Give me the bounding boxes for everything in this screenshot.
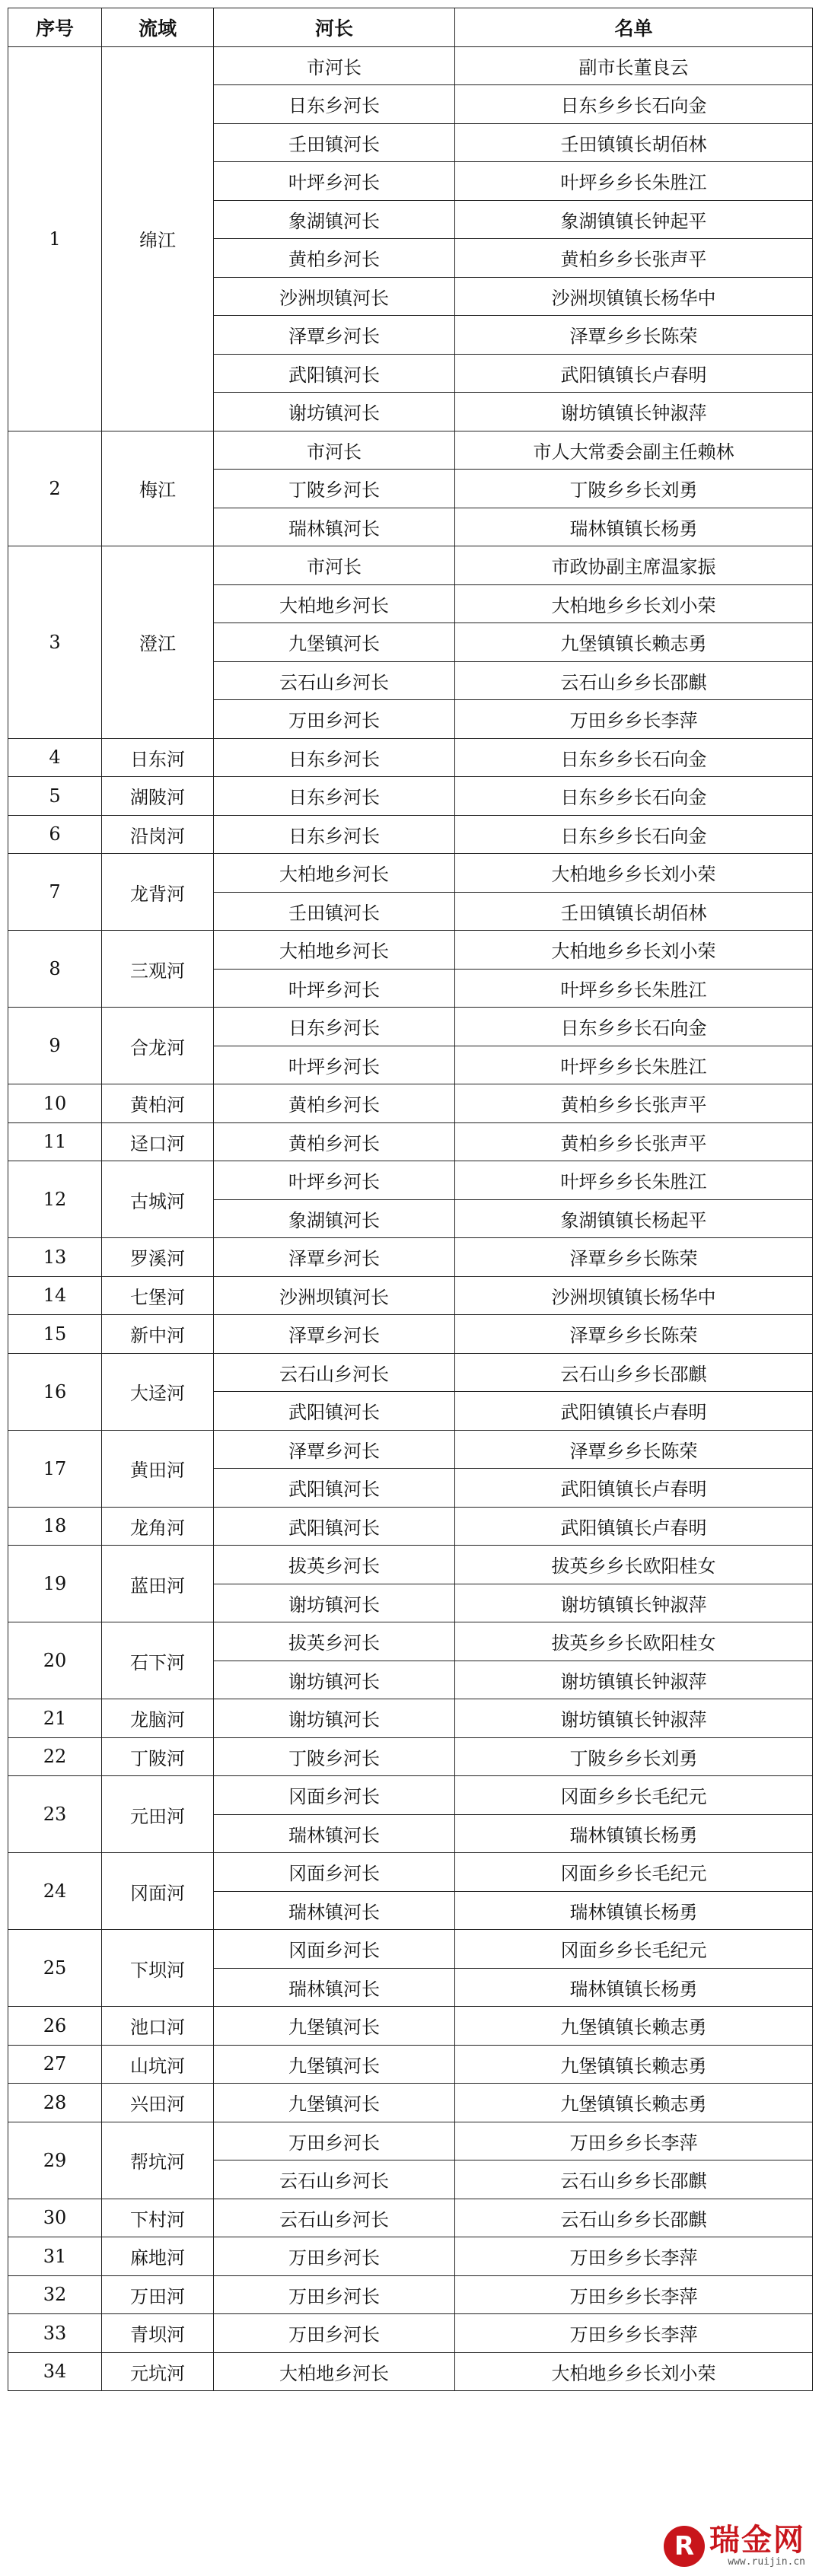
table-row xyxy=(8,738,813,777)
header-river-chief: 河长 xyxy=(214,8,455,47)
name-list-cell: 日东乡乡长石向金 xyxy=(455,815,813,854)
river-chief-cell: 日东乡河长 xyxy=(214,777,455,816)
name-list-cell: 沙洲坝镇镇长杨华中 xyxy=(455,277,813,316)
name-list-cell: 大柏地乡乡长刘小荣 xyxy=(455,931,813,970)
river-chief-cell: 大柏地乡河长 xyxy=(214,854,455,893)
river-basin-cell: 罗溪河 xyxy=(102,1238,214,1277)
river-chief-cell: 瑞林镇河长 xyxy=(214,1968,455,2007)
river-chief-table xyxy=(8,8,813,2391)
name-list-cell: 万田乡乡长李萍 xyxy=(455,2314,813,2353)
name-list-cell: 冈面乡乡长毛纪元 xyxy=(455,1776,813,1815)
serial-no-cell: 7 xyxy=(8,854,102,931)
table-row xyxy=(8,2275,813,2314)
river-chief-cell: 泽覃乡河长 xyxy=(214,316,455,355)
table-row xyxy=(8,546,813,585)
river-chief-cell: 云石山乡河长 xyxy=(214,2160,455,2199)
name-list-cell: 瑞林镇镇长杨勇 xyxy=(455,1968,813,2007)
river-basin-cell: 元坑河 xyxy=(102,2352,214,2391)
name-list-cell: 大柏地乡乡长刘小荣 xyxy=(455,2352,813,2391)
river-chief-cell: 黄柏乡河长 xyxy=(214,1084,455,1123)
name-list-cell: 冈面乡乡长毛纪元 xyxy=(455,1853,813,1892)
name-list-cell: 拔英乡乡长欧阳桂女 xyxy=(455,1622,813,1661)
table-row xyxy=(8,1622,813,1661)
river-basin-cell: 蓝田河 xyxy=(102,1546,214,1622)
name-list-cell: 日东乡乡长石向金 xyxy=(455,777,813,816)
river-chief-cell: 九堡镇河长 xyxy=(214,2045,455,2084)
logo-url: www.ruijin.cn xyxy=(728,2556,805,2568)
name-list-cell: 云石山乡乡长邵麒 xyxy=(455,2199,813,2237)
serial-no-cell: 15 xyxy=(8,1315,102,1354)
watermark-logo xyxy=(659,2522,811,2568)
serial-no-cell: 12 xyxy=(8,1161,102,1238)
river-chief-cell: 象湖镇河长 xyxy=(214,1199,455,1238)
serial-no-cell: 32 xyxy=(8,2275,102,2314)
name-list-cell: 万田乡乡长李萍 xyxy=(455,2275,813,2314)
name-list-cell: 谢坊镇镇长钟淑萍 xyxy=(455,393,813,431)
serial-no-cell: 19 xyxy=(8,1546,102,1622)
serial-no-cell: 21 xyxy=(8,1699,102,1738)
river-chief-cell: 武阳镇河长 xyxy=(214,1469,455,1508)
table-row xyxy=(8,1430,813,1469)
river-chief-cell: 云石山乡河长 xyxy=(214,1353,455,1392)
name-list-cell: 谢坊镇镇长钟淑萍 xyxy=(455,1699,813,1738)
river-basin-cell: 龙脑河 xyxy=(102,1699,214,1738)
table-row xyxy=(8,777,813,816)
table-row xyxy=(8,1776,813,1815)
name-list-cell: 日东乡乡长石向金 xyxy=(455,1008,813,1046)
river-basin-cell: 石下河 xyxy=(102,1622,214,1699)
table-row xyxy=(8,1507,813,1546)
name-list-cell: 叶坪乡乡长朱胜江 xyxy=(455,162,813,201)
name-list-cell: 日东乡乡长石向金 xyxy=(455,85,813,124)
river-chief-cell: 叶坪乡河长 xyxy=(214,1161,455,1200)
table-row xyxy=(8,1161,813,1200)
river-chief-cell: 万田乡河长 xyxy=(214,2275,455,2314)
name-list-cell: 象湖镇镇长钟起平 xyxy=(455,200,813,239)
table-row xyxy=(8,2084,813,2122)
serial-no-cell: 9 xyxy=(8,1008,102,1084)
serial-no-cell: 34 xyxy=(8,2352,102,2391)
name-list-cell: 壬田镇镇长胡佰林 xyxy=(455,892,813,931)
name-list-cell: 沙洲坝镇镇长杨华中 xyxy=(455,1276,813,1315)
serial-no-cell: 20 xyxy=(8,1622,102,1699)
table-row xyxy=(8,2314,813,2353)
table-row xyxy=(8,815,813,854)
name-list-cell: 九堡镇镇长赖志勇 xyxy=(455,623,813,662)
river-chief-cell: 市河长 xyxy=(214,46,455,85)
logo-text xyxy=(709,2525,805,2567)
river-basin-cell: 新中河 xyxy=(102,1315,214,1354)
table-row xyxy=(8,2237,813,2276)
river-basin-cell: 龙背河 xyxy=(102,854,214,931)
river-basin-cell: 梅江 xyxy=(102,431,214,546)
river-chief-cell: 冈面乡河长 xyxy=(214,1776,455,1815)
river-chief-cell: 云石山乡河长 xyxy=(214,661,455,700)
river-chief-cell: 泽覃乡河长 xyxy=(214,1430,455,1469)
name-list-cell: 丁陂乡乡长刘勇 xyxy=(455,470,813,508)
river-basin-cell: 澄江 xyxy=(102,546,214,739)
table-row xyxy=(8,1276,813,1315)
river-chief-cell: 九堡镇河长 xyxy=(214,2084,455,2122)
river-chief-cell: 丁陂乡河长 xyxy=(214,1737,455,1776)
serial-no-cell: 10 xyxy=(8,1084,102,1123)
name-list-cell: 副市长董良云 xyxy=(455,46,813,85)
river-chief-cell: 泽覃乡河长 xyxy=(214,1238,455,1277)
river-basin-cell: 元田河 xyxy=(102,1776,214,1853)
name-list-cell: 云石山乡乡长邵麒 xyxy=(455,1353,813,1392)
serial-no-cell: 23 xyxy=(8,1776,102,1853)
river-chief-cell: 谢坊镇河长 xyxy=(214,1699,455,1738)
name-list-cell: 市政协副主席温家振 xyxy=(455,546,813,585)
name-list-cell: 万田乡乡长李萍 xyxy=(455,2237,813,2276)
river-chief-cell: 日东乡河长 xyxy=(214,85,455,124)
name-list-cell: 泽覃乡乡长陈荣 xyxy=(455,1238,813,1277)
serial-no-cell: 4 xyxy=(8,738,102,777)
river-basin-cell: 三观河 xyxy=(102,931,214,1008)
river-chief-cell: 日东乡河长 xyxy=(214,738,455,777)
header-name-list: 名单 xyxy=(455,8,813,47)
serial-no-cell: 18 xyxy=(8,1507,102,1546)
river-basin-cell: 日东河 xyxy=(102,738,214,777)
name-list-cell: 泽覃乡乡长陈荣 xyxy=(455,316,813,355)
table-row xyxy=(8,931,813,970)
serial-no-cell: 16 xyxy=(8,1353,102,1430)
table-row xyxy=(8,2045,813,2084)
river-chief-cell: 拔英乡河长 xyxy=(214,1622,455,1661)
name-list-cell: 九堡镇镇长赖志勇 xyxy=(455,2045,813,2084)
river-chief-cell: 沙洲坝镇河长 xyxy=(214,277,455,316)
name-list-cell: 叶坪乡乡长朱胜江 xyxy=(455,1046,813,1084)
table-row xyxy=(8,1853,813,1892)
river-chief-cell: 谢坊镇河长 xyxy=(214,1584,455,1622)
river-chief-cell: 大柏地乡河长 xyxy=(214,931,455,970)
serial-no-cell: 24 xyxy=(8,1853,102,1930)
river-chief-cell: 沙洲坝镇河长 xyxy=(214,1276,455,1315)
river-basin-cell: 龙角河 xyxy=(102,1507,214,1546)
header-river-basin: 流域 xyxy=(102,8,214,47)
river-chief-cell: 瑞林镇河长 xyxy=(214,1891,455,1930)
river-chief-cell: 黄柏乡河长 xyxy=(214,1122,455,1161)
river-chief-cell: 谢坊镇河长 xyxy=(214,393,455,431)
river-basin-cell: 七堡河 xyxy=(102,1276,214,1315)
table-row xyxy=(8,2007,813,2046)
river-chief-cell: 大柏地乡河长 xyxy=(214,584,455,623)
river-basin-cell: 池口河 xyxy=(102,2007,214,2046)
table-row xyxy=(8,1699,813,1738)
river-chief-cell: 壬田镇河长 xyxy=(214,123,455,162)
river-chief-cell: 黄柏乡河长 xyxy=(214,239,455,278)
river-chief-cell: 市河长 xyxy=(214,546,455,585)
river-chief-cell: 大柏地乡河长 xyxy=(214,2352,455,2391)
serial-no-cell: 31 xyxy=(8,2237,102,2276)
river-chief-cell: 万田乡河长 xyxy=(214,700,455,739)
river-chief-cell: 谢坊镇河长 xyxy=(214,1661,455,1699)
river-chief-cell: 象湖镇河长 xyxy=(214,200,455,239)
serial-no-cell: 33 xyxy=(8,2314,102,2353)
name-list-cell: 泽覃乡乡长陈荣 xyxy=(455,1315,813,1354)
river-chief-cell: 九堡镇河长 xyxy=(214,2007,455,2046)
serial-no-cell: 25 xyxy=(8,1930,102,2007)
name-list-cell: 谢坊镇镇长钟淑萍 xyxy=(455,1584,813,1622)
river-basin-cell: 万田河 xyxy=(102,2275,214,2314)
river-chief-cell: 叶坪乡河长 xyxy=(214,162,455,201)
serial-no-cell: 27 xyxy=(8,2045,102,2084)
name-list-cell: 武阳镇镇长卢春明 xyxy=(455,1507,813,1546)
table-row xyxy=(8,1315,813,1354)
table-row xyxy=(8,2199,813,2237)
river-chief-cell: 万田乡河长 xyxy=(214,2122,455,2160)
logo-name: 瑞金网 xyxy=(709,2523,805,2558)
name-list-cell: 万田乡乡长李萍 xyxy=(455,2122,813,2160)
table-body xyxy=(8,46,813,2391)
serial-no-cell: 28 xyxy=(8,2084,102,2122)
river-chief-cell: 瑞林镇河长 xyxy=(214,508,455,546)
river-basin-cell: 下坝河 xyxy=(102,1930,214,2007)
name-list-cell: 黄柏乡乡长张声平 xyxy=(455,1084,813,1123)
river-chief-cell: 拔英乡河长 xyxy=(214,1546,455,1584)
river-chief-cell: 泽覃乡河长 xyxy=(214,1315,455,1354)
river-chief-cell: 武阳镇河长 xyxy=(214,1507,455,1546)
river-chief-cell: 云石山乡河长 xyxy=(214,2199,455,2237)
river-basin-cell: 大迳河 xyxy=(102,1353,214,1430)
name-list-cell: 大柏地乡乡长刘小荣 xyxy=(455,854,813,893)
table-row xyxy=(8,854,813,893)
table-row xyxy=(8,1353,813,1392)
name-list-cell: 拔英乡乡长欧阳桂女 xyxy=(455,1546,813,1584)
logo-mark-icon: R xyxy=(664,2526,705,2567)
serial-no-cell: 1 xyxy=(8,46,102,431)
serial-no-cell: 29 xyxy=(8,2122,102,2199)
name-list-cell: 冈面乡乡长毛纪元 xyxy=(455,1930,813,1969)
river-chief-cell: 武阳镇河长 xyxy=(214,1392,455,1431)
name-list-cell: 九堡镇镇长赖志勇 xyxy=(455,2007,813,2046)
serial-no-cell: 11 xyxy=(8,1122,102,1161)
name-list-cell: 谢坊镇镇长钟淑萍 xyxy=(455,1661,813,1699)
river-chief-cell: 日东乡河长 xyxy=(214,815,455,854)
table-row xyxy=(8,2352,813,2391)
table-row xyxy=(8,1084,813,1123)
river-chief-cell: 瑞林镇河长 xyxy=(214,1814,455,1853)
river-basin-cell: 黄田河 xyxy=(102,1430,214,1507)
name-list-cell: 瑞林镇镇长杨勇 xyxy=(455,1814,813,1853)
river-basin-cell: 山坑河 xyxy=(102,2045,214,2084)
river-chief-cell: 冈面乡河长 xyxy=(214,1930,455,1969)
name-list-cell: 九堡镇镇长赖志勇 xyxy=(455,2084,813,2122)
name-list-cell: 象湖镇镇长杨起平 xyxy=(455,1199,813,1238)
name-list-cell: 丁陂乡乡长刘勇 xyxy=(455,1737,813,1776)
river-chief-cell: 叶坪乡河长 xyxy=(214,969,455,1008)
river-chief-cell: 丁陂乡河长 xyxy=(214,470,455,508)
river-basin-cell: 麻地河 xyxy=(102,2237,214,2276)
river-chief-cell: 九堡镇河长 xyxy=(214,623,455,662)
name-list-cell: 瑞林镇镇长杨勇 xyxy=(455,508,813,546)
name-list-cell: 日东乡乡长石向金 xyxy=(455,738,813,777)
name-list-cell: 云石山乡乡长邵麒 xyxy=(455,661,813,700)
river-chief-cell: 冈面乡河长 xyxy=(214,1853,455,1892)
name-list-cell: 武阳镇镇长卢春明 xyxy=(455,1469,813,1508)
river-basin-cell: 合龙河 xyxy=(102,1008,214,1084)
serial-no-cell: 14 xyxy=(8,1276,102,1315)
serial-no-cell: 22 xyxy=(8,1737,102,1776)
river-chief-cell: 叶坪乡河长 xyxy=(214,1046,455,1084)
name-list-cell: 瑞林镇镇长杨勇 xyxy=(455,1891,813,1930)
serial-no-cell: 30 xyxy=(8,2199,102,2237)
header-serial-no: 序号 xyxy=(8,8,102,47)
river-chief-cell: 市河长 xyxy=(214,431,455,470)
name-list-cell: 壬田镇镇长胡佰林 xyxy=(455,123,813,162)
name-list-cell: 武阳镇镇长卢春明 xyxy=(455,354,813,393)
river-basin-cell: 丁陂河 xyxy=(102,1737,214,1776)
river-basin-cell: 冈面河 xyxy=(102,1853,214,1930)
table-row xyxy=(8,431,813,470)
table-row xyxy=(8,46,813,85)
river-basin-cell: 绵江 xyxy=(102,46,214,431)
river-chief-cell: 壬田镇河长 xyxy=(214,892,455,931)
table-row xyxy=(8,1546,813,1584)
serial-no-cell: 5 xyxy=(8,777,102,816)
name-list-cell: 泽覃乡乡长陈荣 xyxy=(455,1430,813,1469)
serial-no-cell: 3 xyxy=(8,546,102,739)
serial-no-cell: 26 xyxy=(8,2007,102,2046)
river-basin-cell: 帮坑河 xyxy=(102,2122,214,2199)
serial-no-cell: 2 xyxy=(8,431,102,546)
river-basin-cell: 迳口河 xyxy=(102,1122,214,1161)
name-list-cell: 市人大常委会副主任赖林 xyxy=(455,431,813,470)
serial-no-cell: 17 xyxy=(8,1430,102,1507)
serial-no-cell: 13 xyxy=(8,1238,102,1277)
name-list-cell: 黄柏乡乡长张声平 xyxy=(455,1122,813,1161)
header-row xyxy=(8,8,813,47)
name-list-cell: 叶坪乡乡长朱胜江 xyxy=(455,1161,813,1200)
serial-no-cell: 8 xyxy=(8,931,102,1008)
name-list-cell: 云石山乡乡长邵麒 xyxy=(455,2160,813,2199)
river-basin-cell: 沿岗河 xyxy=(102,815,214,854)
river-basin-cell: 青坝河 xyxy=(102,2314,214,2353)
name-list-cell: 武阳镇镇长卢春明 xyxy=(455,1392,813,1431)
table-row xyxy=(8,1238,813,1277)
river-chief-cell: 武阳镇河长 xyxy=(214,354,455,393)
table-row xyxy=(8,2122,813,2160)
river-basin-cell: 兴田河 xyxy=(102,2084,214,2122)
table-row xyxy=(8,1008,813,1046)
table-row xyxy=(8,1122,813,1161)
river-basin-cell: 湖陂河 xyxy=(102,777,214,816)
river-basin-cell: 黄柏河 xyxy=(102,1084,214,1123)
river-chief-cell: 日东乡河长 xyxy=(214,1008,455,1046)
name-list-cell: 大柏地乡乡长刘小荣 xyxy=(455,584,813,623)
river-chief-cell: 万田乡河长 xyxy=(214,2237,455,2276)
river-basin-cell: 古城河 xyxy=(102,1161,214,1238)
table-row xyxy=(8,1737,813,1776)
serial-no-cell: 6 xyxy=(8,815,102,854)
table-row xyxy=(8,1930,813,1969)
name-list-cell: 叶坪乡乡长朱胜江 xyxy=(455,969,813,1008)
name-list-cell: 万田乡乡长李萍 xyxy=(455,700,813,739)
name-list-cell: 黄柏乡乡长张声平 xyxy=(455,239,813,278)
river-chief-cell: 万田乡河长 xyxy=(214,2314,455,2353)
river-basin-cell: 下村河 xyxy=(102,2199,214,2237)
